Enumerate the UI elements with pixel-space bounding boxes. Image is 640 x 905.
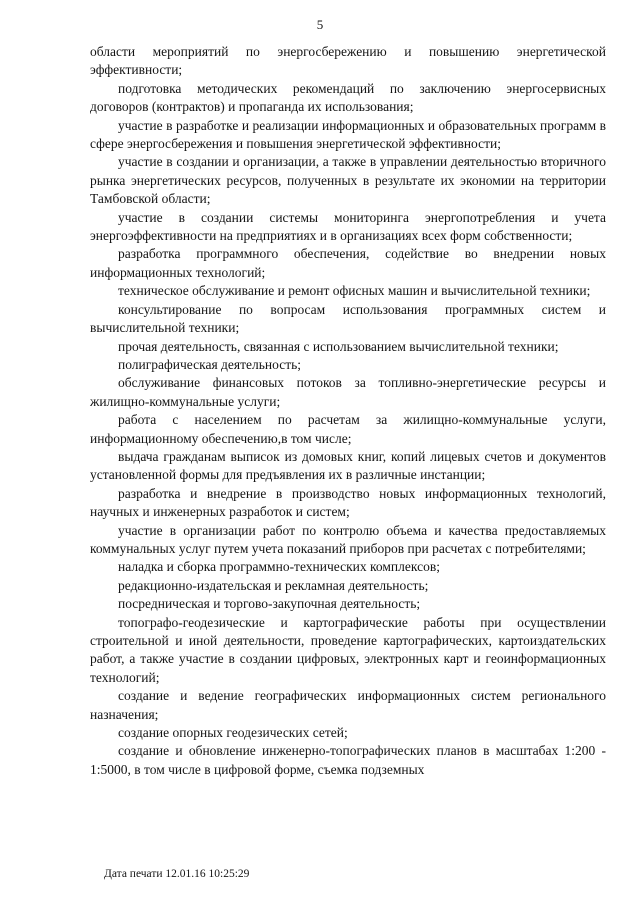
paragraph: редакционно-издательская и рекламная деятельность; xyxy=(118,577,429,593)
paragraph: области мероприятий по энергосбережению и повышению энергетической эффективности; xyxy=(90,44,606,78)
paragraph: работа с населением по расчетам за жилищно-коммунальные услуги, информационному обеспечению,в том числе; xyxy=(90,412,606,446)
paragraph: посредническая и торгово-закупочная деятельность; xyxy=(118,596,421,612)
print-date-footer: Дата печати 12.01.16 10:25:29 xyxy=(104,868,250,880)
paragraph: топографо-геодезические и картографические работы при осуществлении строительной и иной деятельности, проведение картографических, картоиздательских работ, а также участие в создании цифровых, электронных карт и геоинформационных технологий; xyxy=(90,614,606,685)
paragraph: участие в создании и организации, а также в управлении деятельностью вторичного рынка энергетических ресурсов, полученных в результате их экономии на территории Тамбовской области; xyxy=(90,154,606,207)
paragraph: участие в создании системы мониторинга энергопотребления и учета энергоэффективности на предприятиях и в организациях всех форм собственности; xyxy=(90,209,606,244)
paragraph: обслуживание финансовых потоков за топливно-энергетические ресурсы и жилищно-коммунальные услуги; xyxy=(90,375,606,409)
paragraph: разработка и внедрение в производство новых информационных технологий, научных и инженерных разработок и систем; xyxy=(90,485,606,520)
paragraph: консультирование по вопросам использования программных систем и вычислительной техники; xyxy=(90,301,606,336)
paragraph: полиграфическая деятельность; xyxy=(118,356,302,372)
paragraph: создание и ведение географических информационных систем регионального назначения; xyxy=(90,688,606,722)
paragraph: выдача гражданам выписок из домовых книг, копий лицевых счетов и документов установленной формы для предъявления их в различные инстанции; xyxy=(90,448,606,483)
paragraph: участие в разработке и реализации информационных и образовательных программ в сфере энергосбережения и повышения энергетической эффективности; xyxy=(90,117,606,152)
paragraph: разработка программного обеспечения, содействие во внедрении новых информационных технологий; xyxy=(90,246,606,280)
paragraph: создание и обновление инженерно-топографических планов в масштабах 1:200 - 1:5000, в том числе в цифровой форме, съемка подземных xyxy=(90,743,606,777)
paragraph: прочая деятельность, связанная с использованием вычислительной техники; xyxy=(118,338,559,354)
document-body xyxy=(90,43,606,779)
paragraph: участие в организации работ по контролю объема и качества предоставляемых коммунальных услуг путем учета показаний приборов при расчетах с потребителями; xyxy=(90,522,606,556)
page-number: 5 xyxy=(316,17,324,32)
paragraph: подготовка методических рекомендаций по заключению энергосервисных договоров (контрактов) и пропаганда их использования; xyxy=(90,80,606,115)
paragraph: техническое обслуживание и ремонт офисных машин и вычислительной техники; xyxy=(118,283,591,299)
paragraph: создание опорных геодезических сетей; xyxy=(118,725,348,741)
paragraph: наладка и сборка программно-технических комплексов; xyxy=(118,559,440,575)
